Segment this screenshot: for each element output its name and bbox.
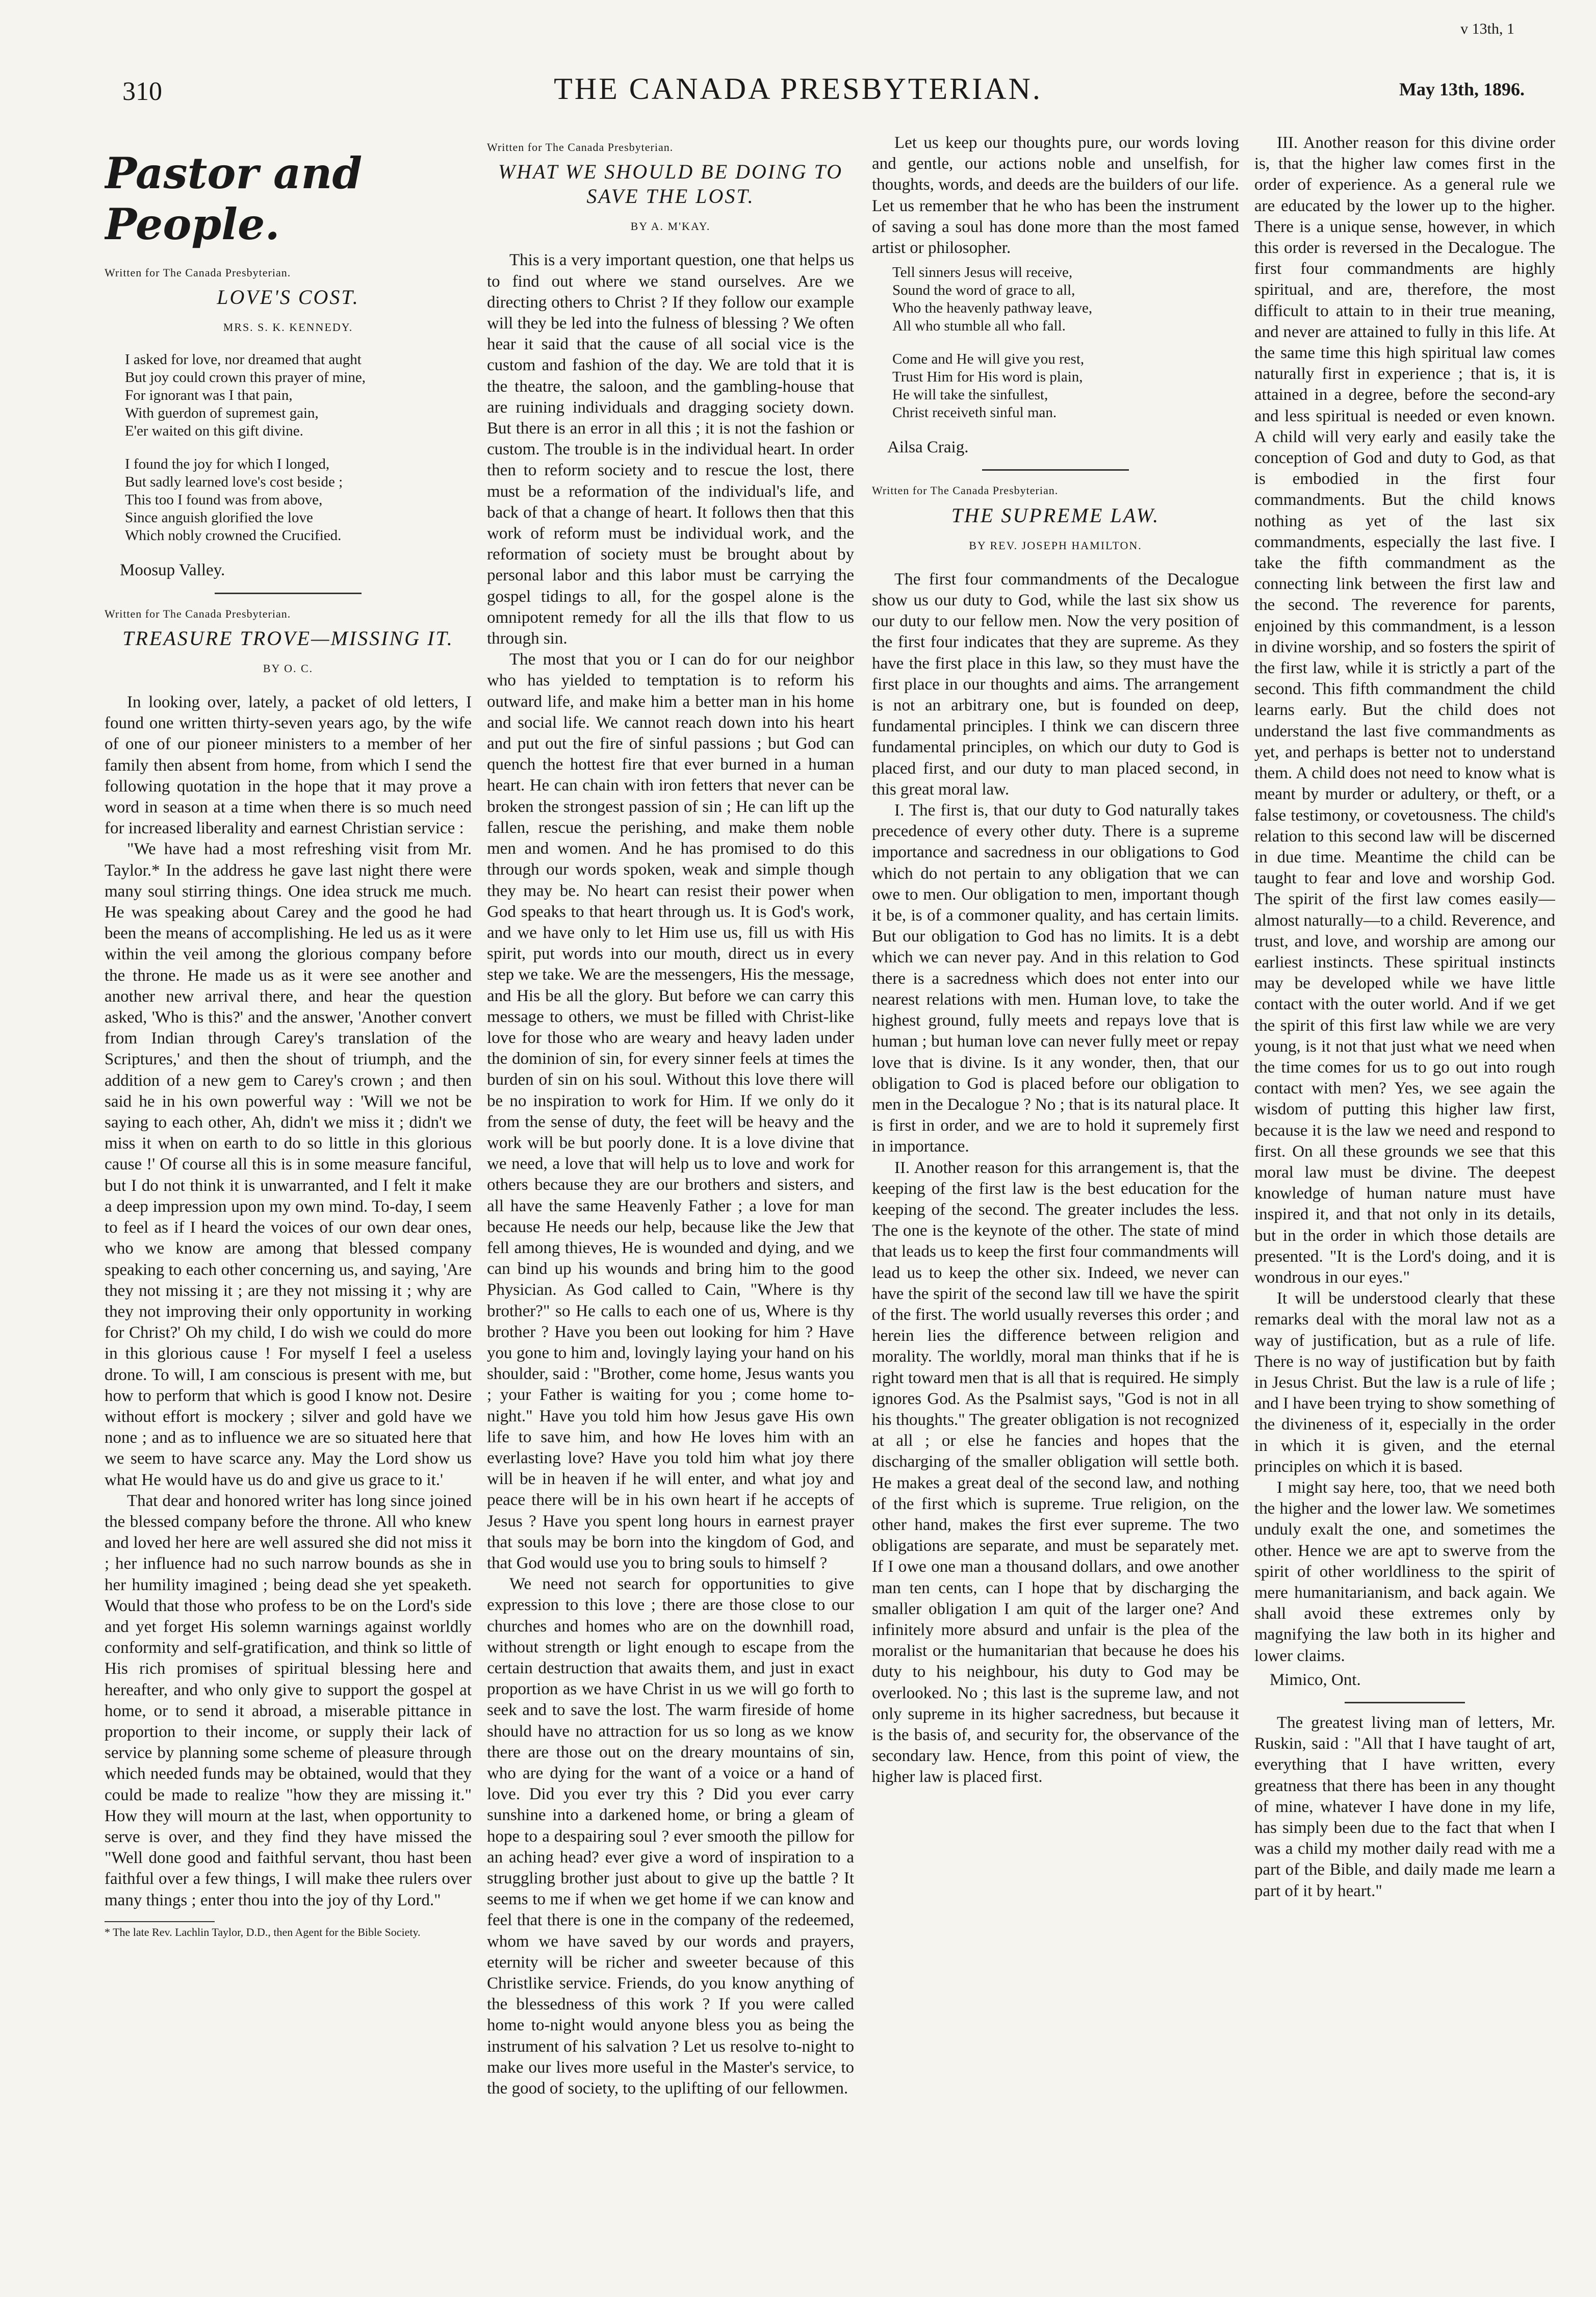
poem-line: This too I found was from above, bbox=[125, 492, 323, 508]
column-4 bbox=[1254, 133, 1555, 2275]
divider bbox=[105, 1921, 215, 1922]
article-place: Ailsa Craig. bbox=[887, 438, 969, 457]
article-paragraph: "We have had a most refreshing visit from Mr. Taylor.* In the address he gave last night there were many soul stirring things. One idea struck me much. He was speaking about Carey and the good he had been the means of accomplishing. He led us as it were within the veil among the glorious company before the throne. He made us as it were see another and another new arrival there, and hear the question asked, 'Who is this?' and the answer, 'Another convert from Indian through Carey's translation of the Scriptures,' and then the shout of triumph, and the addition of a new gem to Carey's crown ; and then said he in his own powerful way : 'Will we not be saying to each other, Ah, didn't we miss it ; didn't we miss it when on earth to do so little in this glorious cause !' Of course all this is in some measure fanciful, but I do not think it is unwarranted, and I felt it make a deep impression upon my own mind. To-day, I seem to feel as if I heard the voices of our own dear ones, who we know are among that blessed company speaking to each other concerning us, and saying, 'Are they not missing it ; are they not missing it ; why are they not improving their only opportunity in working for Christ?' Oh my child, I do wish we could do more in this glorious cause ! For myself I feel a useless drone. To will, I am conscious is present with me, but how to perform that which is good I know not. Desire without effort is mockery ; silver and gold have we none ; and as to influence we are so situated here that we seem to have scarce any. May the Lord show us what He would have us do and give us grace to it.' bbox=[105, 840, 472, 1489]
poem-line: Who the heavenly pathway leave, bbox=[892, 300, 1093, 317]
corner-note: v 13th, 1 bbox=[1460, 20, 1514, 37]
article-kicker: Written for The Canada Presbyterian. bbox=[105, 607, 291, 620]
poem-line: Come and He will give you rest, bbox=[892, 351, 1085, 368]
divider bbox=[215, 593, 362, 594]
article-place: Moosup Valley. bbox=[120, 561, 225, 580]
article-paragraph: The first four commandments of the Decalogue show us our duty to God, while the last six show us our duty to our fellow men. Now the very position of the first four indicates that they are supreme. As they have the first place in this law, so they must have the first place in our thoughts and aims. The arrangement is not an arbitrary one, but is founded on deep, fundamental principles. I think we can discern three fundamental principles, on which our duty to God is placed first, and our duty to man placed second, in this great moral law. bbox=[872, 570, 1239, 799]
article-title: TREASURE TROVE—MISSING IT. bbox=[122, 626, 454, 650]
article-paragraph: I might say here, too, that we need both the higher and the lower law. We sometimes unduly exalt the one, and sometimes the other. Hence we are apt to swerve from the spirit of other worldliness to the spirit of mere humanitarianism, and back again. We shall avoid these extremes only by magnifying the law both in its higher and lower claims. bbox=[1254, 1478, 1555, 1665]
article-byline: MRS. S. K. KENNEDY. bbox=[223, 321, 353, 334]
poem-line: Tell sinners Jesus will receive, bbox=[892, 264, 1073, 281]
poem-line: Which nobly crowned the Crucified. bbox=[125, 527, 342, 544]
poem-stanza bbox=[125, 351, 472, 440]
poem-line: Since anguish glorified the love bbox=[125, 509, 313, 526]
article-kicker: Written for The Canada Presbyterian. bbox=[487, 141, 674, 154]
poem bbox=[892, 264, 1239, 422]
section-heading: Pastor and People. bbox=[105, 148, 363, 249]
article-paragraph: That dear and honored writer has long since joined the blessed company before the throne. All who knew and loved her here are well assured she did not miss it ; her influence had no such narrow bounds as she in her humility imagined ; being dead she yet speaketh. Would that those who profess to be on the Lord's side and yet forget His solemn warnings against worldly conformity and self-gratification, and think so little of His rich promises of spiritual blessing here and hereafter, and who only give to support the gospel at home, or to send it abroad, a miserable pittance in proportion to their income, or supply their lack of service by planning some scheme of pleasure through which needed funds may be obtained, would that they could be made to realize "how they are missing it." How they will mourn at the last, when opportunity to serve is over, and they find they have missed the "Well done good and faithful servant, thou hast been faithful over a few things, I will make thee rulers over many things ; enter thou into the joy of thy Lord." bbox=[105, 1491, 472, 1909]
article-paragraph: I. The first is, that our duty to God naturally takes precedence of every other duty. There is a supreme importance and sacredness in our obligations to God which do not pertain to any obligation that we can owe to men. Our obligation to men, important though it be, is of a commoner quality, and has certain limits. But our obligation to God has no limits. It is a debt which we can never pay. And in this relation to God there is a sacredness which does not enter into our nearest relations with men. Human love, to take the highest ground, fully meets and repays love that is human ; but human love can never fully meet or repay love that is divine. Is it any wonder, then, that our obligation to God is placed before our obligation to men in the Decalogue ? No ; that is its natural place. It is first in order, and we are to hold it supremely first in importance. bbox=[872, 801, 1239, 1156]
article-paragraph: The most that you or I can do for our neighbor who has yielded to temptation is to reform his outward life, and make him a better man in his home and social life. We cannot reach down into his heart and put out the fire of sinful passions ; but God can quench the hottest fire that ever burned in a human heart. He can chain with iron fetters that never can be broken the strongest passion of sin ; He can lift up the fallen, rescue the perishing, and make them noble men and women. And he has promised to do this through our words spoken, weak and simple though they may be. No heart can resist their power when God speaks to that heart through us. It is God's work, and we have only to let Him use us, fill us with His spirit, put words into our mouth, direct us in every step we take. We are the messengers, His the message, and His be all the glory. But before we can carry this message to others, we must be filled with Christ-like love for those who are weary and heavy laden under the dominion of sin, for every sinner feels at times the burden of sin on his soul. Without this love there will be no inspiration to work for Him. If we only do it from the sense of duty, the feet will be heavy and the work will be but poorly done. It is a love divine that we need, a love that will help us to love and work for others because they are our brothers and sisters, and all have the same Heavenly Father ; a love for man because He needs our help, because like the Jew that fell among thieves, He is wounded and dying, and we can bind up his wounds and bring him to the good Physician. As God called to Cain, "Where is thy brother?" so He calls to each one of us, Where is thy brother ? Have you been out looking for him ? Have you gone to him and, lovingly laying your hand on his shoulder, said : "Brother, come home, Jesus wants you ; your Father is waiting for you ; come home to-night." Have you told him how Jesus gave His own life to save him, and how He loves him with an everlasting love? Have you told him what joy there will be in heaven if he will enter, and what joy and peace there will be in his own heart if he accepts of Jesus ? Have you spent long hours in earnest prayer that souls may be born into the kingdom of God, and that God would use you to bring souls to himself ? bbox=[487, 650, 854, 1572]
divider bbox=[1345, 1702, 1465, 1703]
poem-line: But sadly learned love's cost beside ; bbox=[125, 474, 343, 491]
poem-line: But joy could crown this prayer of mine, bbox=[125, 369, 366, 386]
column-2 bbox=[487, 133, 854, 2275]
article-paragraph: II. Another reason for this arrangement is, that the keeping of the first law is the best education for the keeping of the second. The greater includes the less. The one is the keynote of the other. The state of mind that leads us to keep the first four commandments will lead us to keep the other six. Indeed, we never can have the spirit of the second law till we have the spirit of the first. The world usually reverses this order ; and herein lies the difference between religion and morality. The worldly, moral man thinks that if he is right toward men that is all that is required. He simply ignores God. As the Psalmist says, "God is not in all his thoughts." The greater obligation is not recognized at all ; or else he fancies and hopes that the discharging of the smaller obligation will settle both. He makes a great deal of the second law, and nothing of the first which is supreme. True religion, on the other hand, makes the first ever supreme. The two obligations are separate, and must be separately met. If I owe one man a thousand dollars, and owe another man ten cents, can I hope that by discharging the smaller obligation I am quit of the larger one? And infinitely more absurd and unfair is the plea of the moralist or the humanitarian that because he does his duty to his neighbour, his duty to God may be overlooked. No ; this last is the supreme law, and not only supreme in its higher sacredness, but because it is the basis of, and security for, the observance of the secondary law. Hence, from this point of view, the higher law is placed first. bbox=[872, 1158, 1239, 1786]
column-3 bbox=[872, 133, 1239, 2275]
poem-line: I asked for love, nor dreamed that aught bbox=[125, 351, 362, 368]
poem-line: For ignorant was I that pain, bbox=[125, 387, 293, 404]
article-paragraph: It will be understood clearly that these remarks deal with the moral law not as a way of justification, but as a rule of life. There is no way of justification but by faith in Jesus Christ. But the law is a rule of life ; and I have been trying to show something of the divineness of it, especially in the order in which it is given, and the eternal principles on which it is based. bbox=[1254, 1289, 1555, 1476]
article-kicker: Written for The Canada Presbyterian. bbox=[872, 484, 1059, 497]
article-title: LOVE'S COST. bbox=[217, 286, 359, 309]
article-byline: BY REV. JOSEPH HAMILTON. bbox=[969, 539, 1142, 552]
divider bbox=[982, 469, 1129, 471]
page-header bbox=[0, 71, 1596, 122]
page-number: 310 bbox=[122, 77, 162, 106]
poem-line: E'er waited on this gift divine. bbox=[125, 423, 303, 440]
poem-stanza bbox=[892, 264, 1239, 335]
article-paragraph: This is a very important question, one that helps us to find out where we stand ourselves. Are we directing others to Christ ? If they follow our example will they be led into the fulness of blessing ? We often hear it said that the cause of all social vice is the custom and fashion of the day. We are told that it is the theatre, the saloon, and the gambling-house that are ruining individuals and dragging society down. But there is an error in all this ; it is not the fashion or custom. The trouble is in the individual heart. In order then to reform society and to rescue the lost, there must be a reformation of the individual's life, and back of that a change of heart. It follows then that this work of reform must be individual work, and the reformation of society must be brought about by personal labor and this labor must be carrying the gospel tidings to all, for the gospel alone is the omnipotent remedy for all the ills that flow to us through sin. bbox=[487, 251, 854, 648]
poem-line: All who stumble all who fall. bbox=[892, 318, 1066, 335]
poem-line: I found the joy for which I longed, bbox=[125, 456, 330, 473]
footnote: * The late Rev. Lachlin Taylor, D.D., then Agent for the Bible Society. bbox=[105, 1925, 421, 1938]
column-1 bbox=[105, 133, 472, 2275]
article-paragraph: III. Another reason for this divine order is, that the higher law comes first in the order of experience. As a general rule we are educated by the lower up to the higher. There is a unique sense, however, in which this order is reversed in the Decalogue. The first four commandments are highly spiritual, and are, therefore, the most difficult to attain to in their true meaning, and never are attained to fully in this life. At the same time this high spiritual law comes naturally first in experience ; that is, it is attained in a degree, before the second-ary and less spiritual is needed or even known. A child will very early and easily take the conception of God and duty to God, as that is embodied in the first four commandments. But the child knows nothing as yet of the last six commandments, especially the last five. I take the fifth commandment as the connecting link between the first law and the second. The reverence for parents, enjoined by this commandment, is a lesson in divine worship, and so fosters the spirit of the first law, while it is strictly a part of the second. This fifth commandment the child learns early. But the child does not understand the last five commandments as yet, and perhaps is better not to understand them. A child does not need to know what is meant by murder or adultery, or theft, or a false testimony, or covetousness. The child's relation to this second law will be discerned in due time. Meantime the child can be taught to fear and love and worship God. The spirit of the first law comes easily—almost naturally—to a child. Reverence, and trust, and love, and worship are among our earliest instincts. These spiritual instincts may be developed while we have little contact with the outer world. And if we get the spirit of this first law while we are very young, is it not that just what we need when the time comes for us to go out into rough contact with men? Yes, we see again the wisdom of putting this higher law first, because it is the law we need and respond to first. On all these grounds we see that this moral law must be divine. The deepest knowledge of human nature must have inspired it, and that not only in its details, but in the order in which those details are presented. "It is the Lord's doing, and it is wondrous in our eyes." bbox=[1254, 134, 1555, 1287]
poem-line: Sound the word of grace to all, bbox=[892, 282, 1075, 299]
poem bbox=[125, 351, 472, 545]
poem-line: He will take the sinfullest, bbox=[892, 387, 1048, 403]
poem-stanza bbox=[125, 455, 472, 545]
article-byline: BY O. C. bbox=[263, 661, 314, 675]
poem-line: With guerdon of supremest gain, bbox=[125, 405, 319, 422]
article-title: THE SUPREME LAW. bbox=[951, 503, 1160, 527]
article-title: WHAT WE SHOULD BE DOING TO SAVE THE LOST. bbox=[498, 160, 843, 208]
poem-stanza bbox=[892, 350, 1239, 422]
article-place: Mimico, Ont. bbox=[1270, 1670, 1361, 1689]
article-kicker: Written for The Canada Presbyterian. bbox=[105, 266, 291, 279]
article-paragraph: We need not search for opportunities to give expression to this love ; there are those close to our churches and homes who are on the downhill road, without strength or light enough to escape from the certain destruction that awaits them, and just in exact proportion as we have Christ in us we will go forth to seek and to save the lost. The warm fireside of home should have no attraction for us so long as we know there are those out on the dreary mountains of sin, who are dying for the want of a voice or a hand of love. Did you ever try this ? Did you ever carry sunshine into a darkened home, or bring a gleam of hope to a despairing soul ? ever smooth the pillow for an aching head? ever give a word of inspiration to a struggling brother just about to give up the battle ? It seems to me if when we get home if we can know and feel that there is one in the company of the redeemed, whom we have saved by our words and prayers, eternity will be richer and sweeter because of this Christlike service. Friends, do you know anything of the blessedness of this work ? If you were called home to-night would anyone bless you as being the instrument of his salvation ? Let us resolve to-night to make our lives more useful in the Master's service, to the good of society, to the uplifting of our fellowmen. bbox=[487, 1575, 854, 2098]
article-paragraph: Let us keep our thoughts pure, our words loving and gentle, our actions noble and unselfish, for thoughts, words, and deeds are the builders of our life. Let us remember that he who has been the instrument of saving a soul has done more than the most famed artist or philosopher. bbox=[872, 134, 1239, 258]
article-byline: BY A. M'KAY. bbox=[630, 220, 711, 233]
masthead: THE CANADA PRESBYTERIAN. bbox=[554, 72, 1042, 106]
poem-line: Christ receiveth sinful man. bbox=[892, 404, 1057, 421]
ruskin-paragraph: The greatest living man of letters, Mr. Ruskin, said : "All that I have taught of art, everything that I have written, every greatness that there has been in any thought of mine, whatever I have done in my life, has simply been due to the fact that when I was a child my mother daily read with me a part of the Bible, and daily made me learn a part of it by heart." bbox=[1254, 1714, 1555, 1900]
poem-line: Trust Him for His word is plain, bbox=[892, 369, 1083, 386]
header-date: May 13th, 1896. bbox=[1399, 79, 1525, 99]
article-paragraph: In looking over, lately, a packet of old letters, I found one written thirty-seven years ago, by the wife of one of our pioneer ministers to a member of her family then absent from home, from which I send the following quotation in the hope that it may prove a word in season at a time when there is so much need for increased liberality and earnest Christian service : bbox=[105, 693, 472, 838]
